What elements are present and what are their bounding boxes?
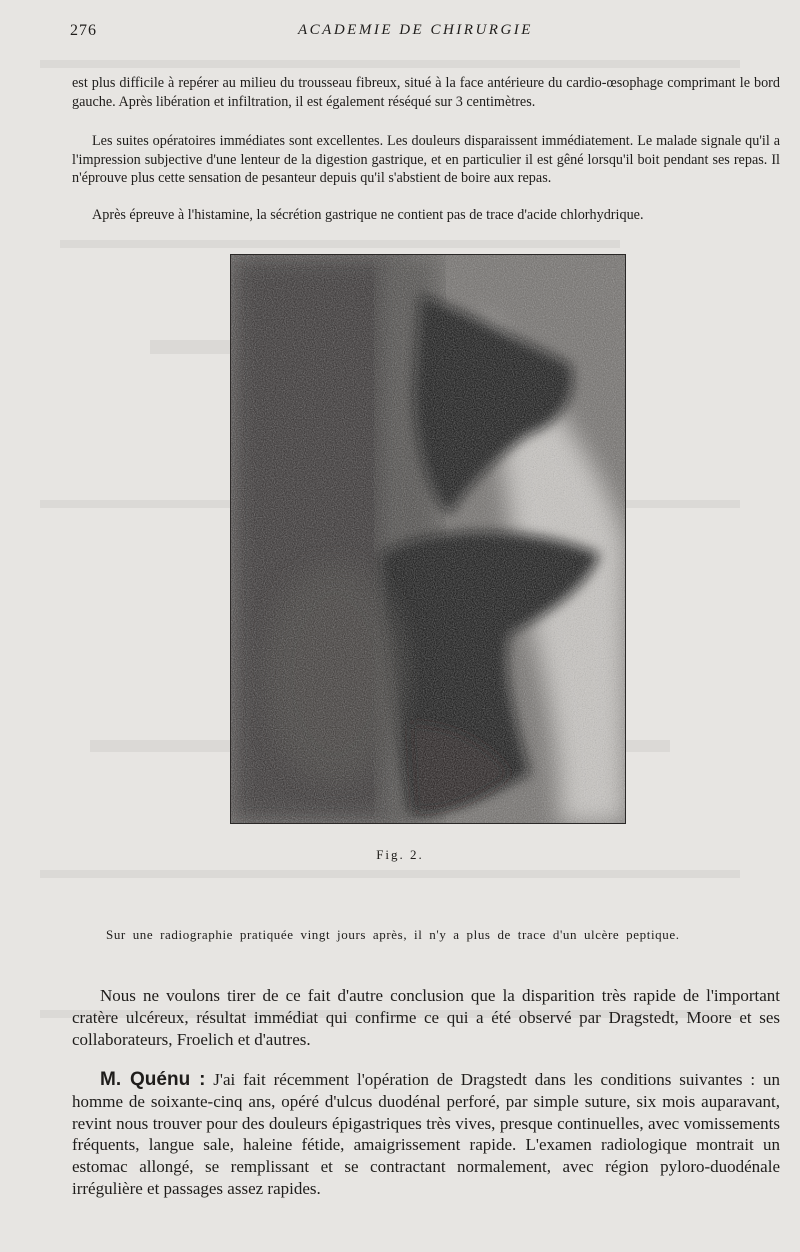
- figure-label: Fig. 2.: [376, 847, 424, 862]
- figure-caption: Sur une radiographie pratiquée vingt jours après, il n'y a plus de trace d'un ulcère peptique.: [106, 927, 680, 942]
- paragraph-histamine-test: Après épreuve à l'histamine, la sécrétion gastrique ne contient pas de trace d'acide chlorhydrique.: [92, 207, 644, 224]
- page-number: 276: [70, 22, 97, 39]
- paragraph-conclusion: Nous ne voulons tirer de ce fait d'autre conclusion que la disparition très rapide de l'important cratère ulcéreux, résultat immédiat qui confirme ce qui a été observé par Dragstedt, Moore et ses collaborateurs, Froelich et d'autres.: [72, 986, 780, 1049]
- paragraph-intervention: [72, 1069, 780, 1200]
- speaker-name: M. Quénu :: [100, 1069, 206, 1090]
- paragraph-postoperative: Les suites opératoires immédiates sont excellentes. Les douleurs disparaissent immédiatement. Le malade signale qu'il a l'impression subjective d'une lenteur de la digestion gastrique, et en particulier il est gêné lorsqu'il boit pendant ses repas. Il n'éprouve plus cette sensation de pesanteur depuis qu'il s'abstient de boire aux repas.: [72, 133, 780, 187]
- xray-radiograph: [230, 254, 626, 824]
- running-header: [70, 22, 782, 44]
- running-head-title: ACADEMIE DE CHIRURGIE: [298, 22, 533, 38]
- intervention-text: J'ai fait récemment l'opération de Dragstedt dans les conditions suivantes : un homme de soixante-cinq ans, opéré d'ulcus duodénal perforé, par simple suture, six mois auparavant, revint nous trouver pour des douleurs épigastriques très vives, presque continuelles, avec vomissements fréquents, langue sale, haleine fétide, amaigrissement rapide. L'examen radiologique montrait un estomac allongé, se remplissant et se contractant normalement, avec région pyloro-duodénale irrégulière et passages assez rapides.: [72, 1070, 780, 1198]
- paragraph-continuation: est plus difficile à repérer au milieu du trousseau fibreux, situé à la face antérieure du cardio-œsophage comprimant le bord gauche. Après libération et infiltration, il est également réséqué sur 3 centimètres.: [72, 75, 780, 110]
